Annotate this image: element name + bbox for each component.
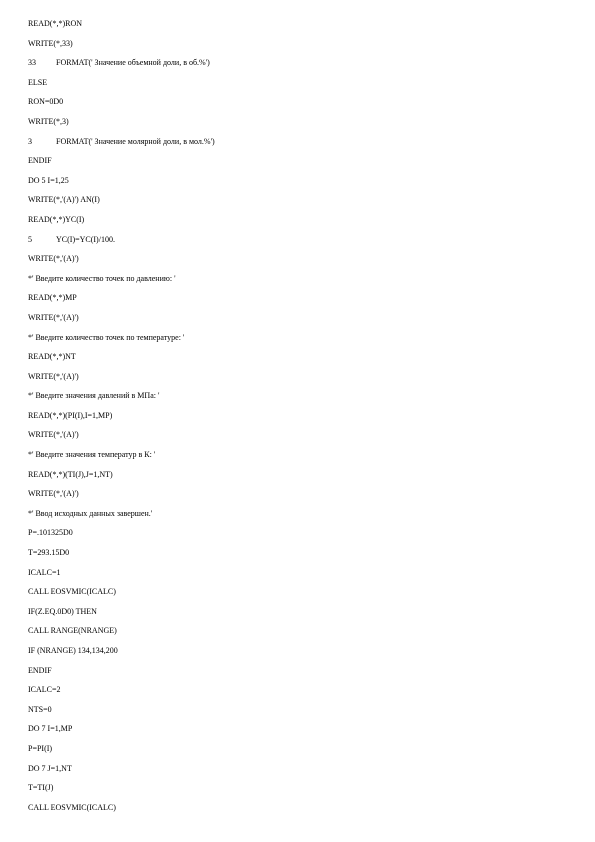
- code-line: [28, 155, 215, 175]
- code-statement: CALL RANGE(NRANGE): [28, 626, 117, 636]
- code-line: [28, 351, 215, 371]
- code-statement: *' Введите значения давлений в МПа: ': [28, 391, 160, 401]
- code-statement: ICALC=1: [28, 567, 61, 577]
- code-line: [28, 57, 215, 77]
- code-statement: FORMAT(' Значение объемной доли, в об.%'): [56, 58, 210, 68]
- code-statement: *' Введите значения температур в К: ': [28, 450, 156, 460]
- code-statement: RON=0D0: [28, 97, 64, 107]
- code-line: [28, 704, 215, 724]
- code-statement: *' Введите количество точек по температуре: ': [28, 332, 185, 342]
- code-statement: READ(*,*)MP: [28, 293, 77, 303]
- code-line: [28, 38, 215, 58]
- code-statement: WRITE(*,'(A)'): [28, 489, 79, 499]
- code-line: [28, 175, 215, 195]
- code-statement: ICALC=2: [28, 685, 61, 695]
- code-line: [28, 312, 215, 332]
- code-statement: READ(*,*)(TI(J),J=1,NT): [28, 469, 113, 479]
- code-statement: READ(*,*)YC(I): [28, 214, 85, 224]
- code-statement: ENDIF: [28, 156, 52, 166]
- code-line: [28, 194, 215, 214]
- code-line: [28, 214, 215, 234]
- code-statement: ELSE: [28, 77, 48, 87]
- code-line: [28, 469, 215, 489]
- code-statement: READ(*,*)NT: [28, 352, 76, 362]
- code-line: [28, 527, 215, 547]
- code-line: [28, 802, 215, 822]
- code-line: [28, 567, 215, 587]
- code-line: [28, 547, 215, 567]
- code-line: [28, 763, 215, 783]
- code-statement: CALL EOSVMIC(ICALC): [28, 802, 116, 812]
- code-line: [28, 136, 215, 156]
- code-line: [28, 18, 215, 38]
- code-line: [28, 429, 215, 449]
- code-line: [28, 449, 215, 469]
- code-statement: CALL EOSVMIC(ICALC): [28, 587, 116, 597]
- code-statement: WRITE(*,'(A)') AN(I): [28, 195, 100, 205]
- statement-label: 3: [28, 136, 32, 146]
- code-statement: FORMAT(' Значение молярной доли, в мол.%'): [56, 136, 215, 146]
- code-statement: T=TI(J): [28, 783, 54, 793]
- code-line: [28, 625, 215, 645]
- code-line: [28, 234, 215, 254]
- statement-label: 5: [28, 234, 32, 244]
- code-line: [28, 253, 215, 273]
- code-line: [28, 606, 215, 626]
- code-line: [28, 332, 215, 352]
- code-statement: P=.101325D0: [28, 528, 73, 538]
- code-statement: IF (NRANGE) 134,134,200: [28, 646, 118, 655]
- code-statement: P=PI(I): [28, 743, 53, 753]
- code-line: [28, 96, 215, 116]
- code-statement: WRITE(*,'(A)'): [28, 430, 79, 440]
- code-statement: YC(I)=YC(I)/100.: [56, 234, 115, 244]
- code-line: [28, 508, 215, 528]
- code-statement: IF(Z.EQ.0D0) THEN: [28, 606, 97, 616]
- code-line: [28, 488, 215, 508]
- code-statement: *' Ввод исходных данных завершен.': [28, 508, 153, 518]
- code-line: [28, 743, 215, 763]
- code-statement: ENDIF: [28, 665, 52, 675]
- code-line: [28, 684, 215, 704]
- fortran-code-listing: [28, 18, 215, 821]
- code-line: [28, 645, 215, 665]
- code-line: [28, 116, 215, 136]
- code-statement: DO 5 I=1,25: [28, 175, 69, 185]
- code-statement: READ(*,*)(PI(I),I=1,MP): [28, 410, 113, 420]
- code-line: [28, 723, 215, 743]
- code-line: [28, 371, 215, 391]
- code-line: [28, 586, 215, 606]
- statement-label: 33: [28, 58, 36, 68]
- code-statement: WRITE(*,'(A)'): [28, 312, 79, 322]
- code-statement: T=293.15D0: [28, 548, 70, 558]
- code-line: [28, 410, 215, 430]
- code-statement: READ(*,*)RON: [28, 19, 82, 28]
- code-line: [28, 390, 215, 410]
- code-line: [28, 782, 215, 802]
- code-statement: WRITE(*,3): [28, 116, 69, 126]
- code-line: [28, 665, 215, 685]
- code-statement: WRITE(*,33): [28, 38, 73, 48]
- code-line: [28, 77, 215, 97]
- code-statement: DO 7 I=1,MP: [28, 724, 73, 734]
- code-line: [28, 292, 215, 312]
- code-line: [28, 273, 215, 293]
- code-statement: *' Введите количество точек по давлению: ': [28, 273, 176, 283]
- code-statement: WRITE(*,'(A)'): [28, 254, 79, 264]
- code-statement: DO 7 J=1,NT: [28, 763, 72, 773]
- code-statement: NTS=0: [28, 704, 52, 714]
- code-statement: WRITE(*,'(A)'): [28, 371, 79, 381]
